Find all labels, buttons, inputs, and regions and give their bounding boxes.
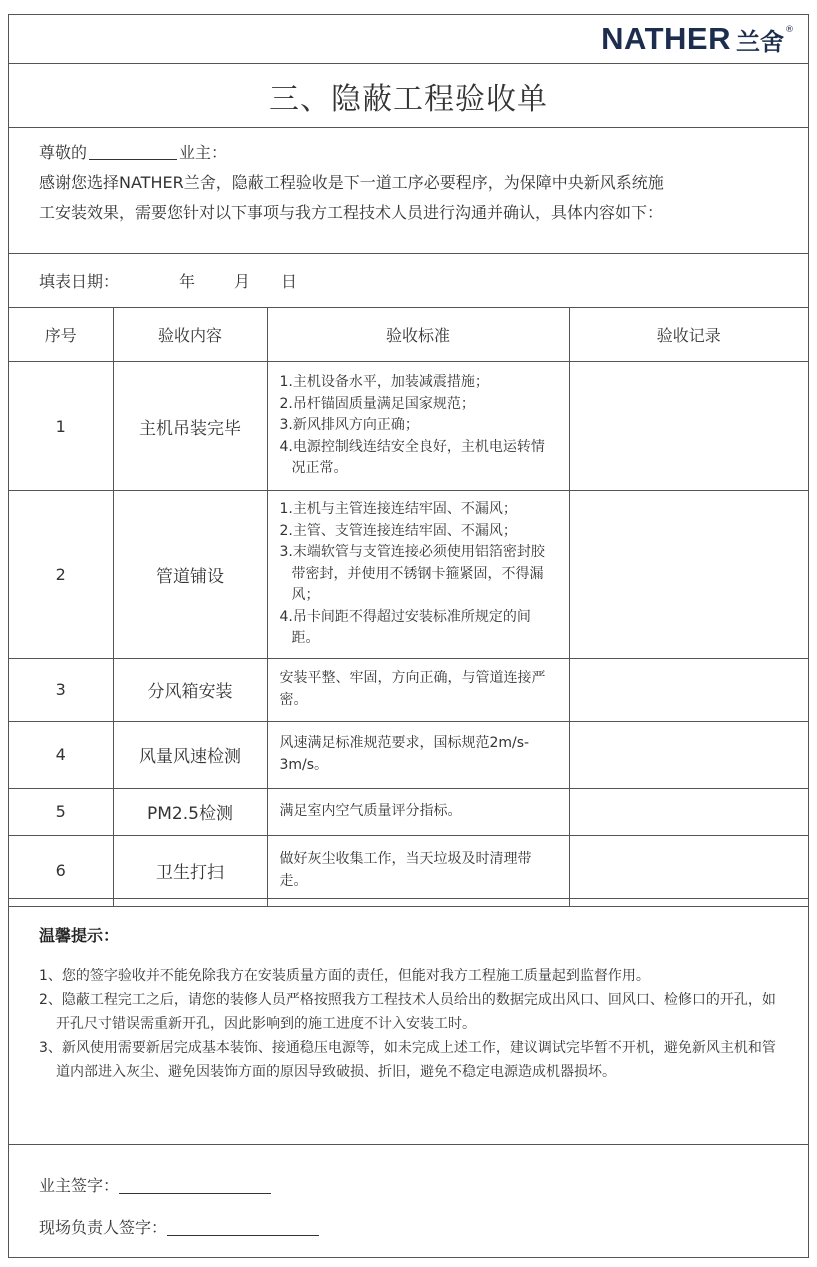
row-record-cell[interactable]: [569, 788, 808, 835]
standard-line: 3.新风排风方向正确；: [279, 417, 419, 434]
header-item: 验收内容: [113, 308, 267, 362]
tip-item: 1、您的签字验收并不能免除我方在安装质量方面的责任，但能对我方工程施工质量起到监督作用。: [39, 968, 650, 984]
brand-name-cn: 兰舍: [736, 27, 784, 56]
table-row: [9, 491, 808, 659]
date-label: 填表日期：: [39, 272, 120, 291]
row-standard: [267, 721, 569, 788]
form-frame: [8, 14, 809, 1258]
acceptance-table: [9, 307, 808, 907]
standard-line: 满足室内空气质量评分指标。: [279, 802, 462, 819]
row-item: 风量风速检测: [113, 721, 267, 788]
header-record: 验收记录: [569, 308, 808, 362]
date-month-label[interactable]: 月: [234, 272, 251, 291]
date-row: [9, 253, 808, 308]
standard-line: 4.吊卡间距不得超过安装标准所规定的间距。: [279, 608, 531, 646]
row-record-cell[interactable]: [569, 491, 808, 659]
row-standard: [267, 658, 569, 721]
row-item: 主机吊装完毕: [113, 362, 267, 491]
table-row: [9, 362, 808, 491]
row-item: 分风箱安装: [113, 658, 267, 721]
brand-name: NATHER: [601, 21, 731, 56]
site-manager-signature-line[interactable]: [167, 1219, 319, 1236]
row-standard: [267, 835, 569, 906]
row-item: PM2.5检测: [113, 788, 267, 835]
standard-line: 安装平整、牢固，方向正确，与管道连接严密。: [279, 670, 546, 708]
row-standard: [267, 362, 569, 491]
tips-section: [9, 898, 808, 1145]
standard-line: 3.末端软管与支管连接必须使用铝箔密封胶带密封，并使用不锈钢卡箍紧固，不得漏风；: [279, 544, 545, 603]
table-header-row: [9, 308, 808, 362]
greeting-suffix: 业主：: [179, 143, 228, 162]
owner-signature-label: 业主签字：: [39, 1176, 120, 1195]
standard-line: 1.主机与主管连接连结牢固、不漏风；: [279, 501, 517, 517]
table-row: [9, 721, 808, 788]
date-day-label[interactable]: 日: [281, 272, 298, 291]
greeting-line: [39, 138, 789, 168]
logo-row: [9, 15, 808, 64]
row-no: 4: [9, 721, 113, 788]
header-standard: 验收标准: [267, 308, 569, 362]
owner-name-blank[interactable]: [89, 141, 177, 160]
row-record-cell[interactable]: [569, 835, 808, 906]
row-record-cell[interactable]: [569, 721, 808, 788]
tip-item: 2、隐蔽工程完工之后，请您的装修人员严格按照我方工程技术人员给出的数据完成出风口、回风口、检修口的开孔，如开孔尺寸错误需重新开孔，因此影响到的施工进度不计入安装工时。: [39, 992, 776, 1032]
row-no: 5: [9, 788, 113, 835]
standard-line: 做好灰尘收集工作，当天垃圾及时清理带走。: [279, 851, 532, 889]
table-row: [9, 835, 808, 906]
row-standard: [267, 788, 569, 835]
tip-item: 3、新风使用需要新居完成基本装饰、接通稳压电源等，如未完成上述工作，建议调试完毕暂不开机，避免新风主机和管道内部进入灰尘、避免因装饰方面的原因导致破损、折旧，避免不稳定电源造成机器损坏。: [39, 1040, 776, 1080]
title-row: [9, 64, 808, 128]
row-item: 管道铺设: [113, 491, 267, 659]
site-manager-signature-label: 现场负责人签字：: [39, 1218, 168, 1237]
owner-signature: [39, 1173, 271, 1196]
row-no: 1: [9, 362, 113, 491]
registered-mark: ®: [785, 25, 794, 35]
header-no: 序号: [9, 308, 113, 362]
table-row: [9, 658, 808, 721]
row-item: 卫生打扫: [113, 835, 267, 906]
date-year-label[interactable]: 年: [179, 272, 196, 291]
intro-line-1: 感谢您选择NATHER兰舍，隐蔽工程验收是下一道工序必要程序，为保障中央新风系统施: [39, 173, 664, 192]
standard-line: 4.电源控制线连结安全良好，主机电运转情况正常。: [279, 438, 545, 477]
row-no: 3: [9, 658, 113, 721]
brand-logo: [601, 23, 794, 55]
page-title: 三、隐蔽工程验收单: [269, 81, 548, 117]
site-manager-signature: [39, 1215, 319, 1238]
row-no: 2: [9, 491, 113, 659]
owner-signature-line[interactable]: [119, 1177, 271, 1194]
intro-text: [39, 138, 789, 228]
tips-list: [39, 964, 789, 1084]
table-row: [9, 788, 808, 835]
row-no: 6: [9, 835, 113, 906]
greeting-prefix: 尊敬的: [39, 143, 88, 162]
row-record-cell[interactable]: [569, 658, 808, 721]
standard-line: 2.主管、支管连接连结牢固、不漏风；: [279, 522, 517, 539]
tips-title: 温馨提示：: [39, 926, 120, 945]
intro-line-2: 工安装效果，需要您针对以下事项与我方工程技术人员进行沟通并确认，具体内容如下：: [39, 203, 664, 222]
row-standard: [267, 491, 569, 659]
standard-line: 风速满足标准规范要求，国标规范2m/s-3m/s。: [279, 735, 530, 773]
row-record-cell[interactable]: [569, 362, 808, 491]
standard-line: 2.吊杆锚固质量满足国家规范；: [279, 395, 475, 412]
standard-line: 1.主机设备水平，加装减震措施；: [279, 374, 489, 391]
